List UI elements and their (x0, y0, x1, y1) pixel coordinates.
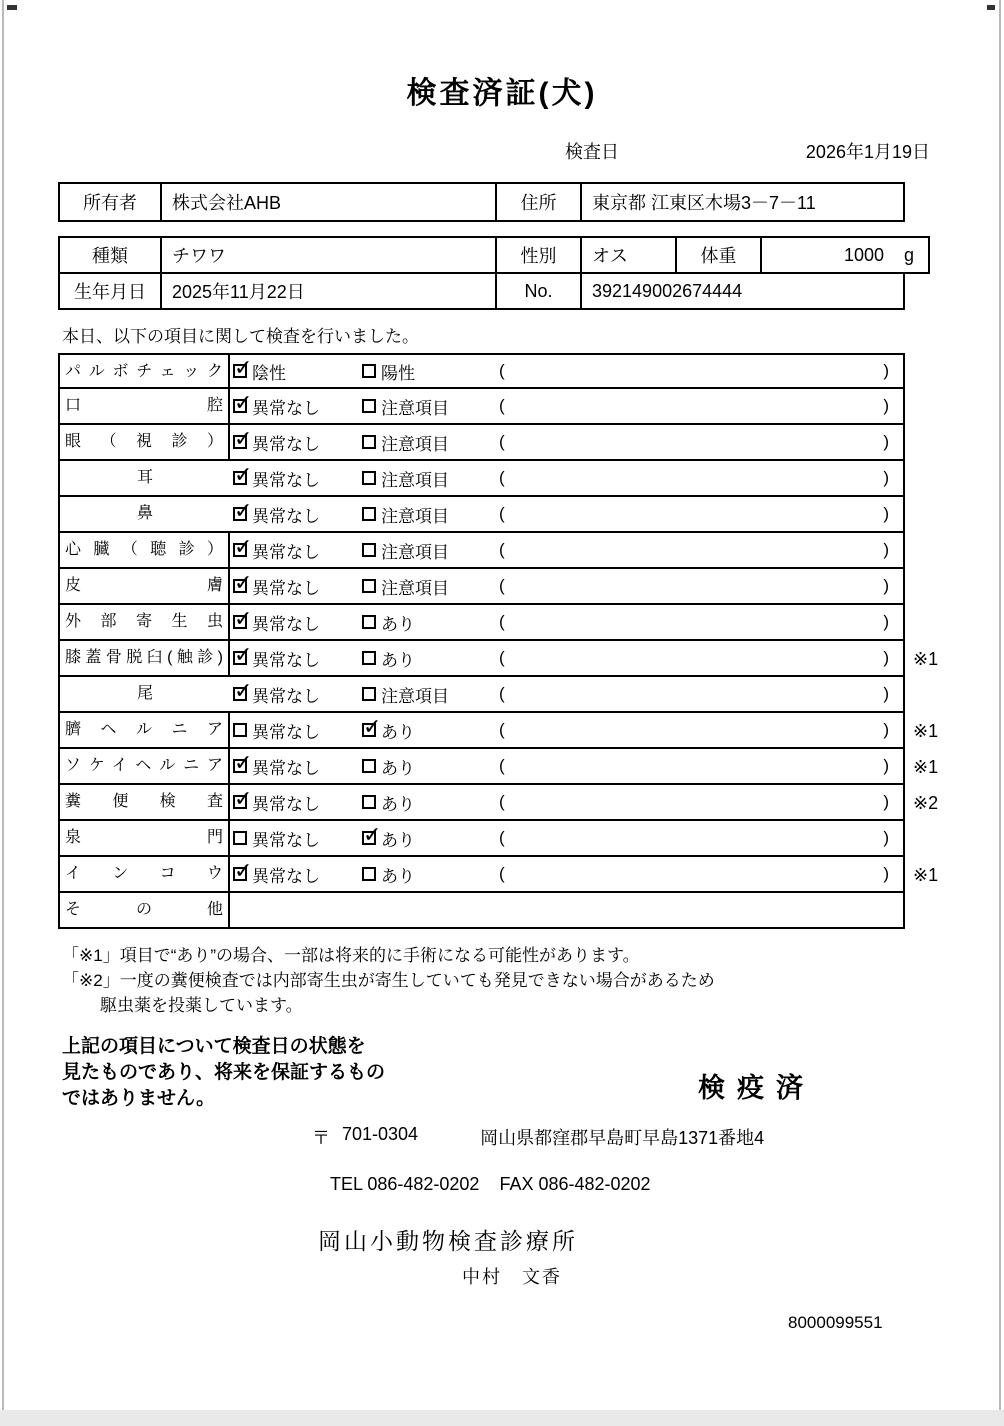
remark-paren-open: ( (499, 612, 505, 631)
owner-value: 株式会社AHB (160, 182, 495, 222)
item-note (905, 533, 965, 569)
item-label: パルボチェック (58, 353, 230, 389)
item-label: 皮膚 (58, 569, 230, 605)
option-2[interactable] (362, 466, 499, 491)
checkbox-icon[interactable] (362, 615, 376, 629)
birth-value: 2025年11月22日 (160, 272, 495, 310)
item-note (905, 389, 965, 425)
checklist-row (58, 533, 1004, 569)
option-1[interactable] (233, 538, 362, 563)
clinic-postal-line (312, 1124, 1004, 1150)
item-note: ※1 (913, 648, 939, 669)
option-2[interactable] (362, 862, 499, 887)
remark-paren-open: ( (499, 864, 505, 883)
quarantine-stamp: 検疫済 (698, 1073, 815, 1103)
disclaimer-line-1: 上記の項目について検査日の状態を (62, 1036, 366, 1057)
item-label: 臍ヘルニア (58, 713, 230, 749)
option-2-label: 陽性 (381, 363, 415, 383)
address-value: 東京都 江東区木場3－7－11 (580, 182, 905, 222)
checkbox-icon[interactable] (362, 364, 376, 378)
item-content (230, 497, 905, 533)
option-2-label: あり (381, 650, 415, 670)
scan-bottom-strip (0, 1410, 1004, 1426)
remark-paren-close: ) (883, 756, 889, 775)
remark-paren-close: ) (883, 648, 889, 667)
inspection-date-row (565, 138, 930, 164)
clinic-fax: FAX 086-482-0202 (499, 1174, 651, 1194)
option-1-label: 異常なし (252, 650, 320, 670)
checklist-row (58, 713, 1004, 749)
item-note (905, 497, 965, 533)
item-label: ソケイヘルニア (58, 749, 230, 785)
clinic-name: 岡山小動物検査診療所 (318, 1228, 578, 1254)
option-2-label: 注意項目 (381, 578, 449, 598)
checklist-row (58, 497, 1004, 533)
remark-paren-close: ) (883, 792, 889, 811)
option-2[interactable] (362, 610, 499, 635)
option-1-label: 陰性 (252, 363, 286, 383)
item-content (230, 569, 905, 605)
item-content (230, 677, 905, 713)
option-2[interactable] (362, 754, 499, 779)
checkbox-icon[interactable] (362, 795, 376, 809)
remark-paren-close: ) (883, 540, 889, 559)
remark-2-line2: 駆虫薬を投薬しています。 (100, 996, 303, 1015)
option-2-label: あり (381, 722, 415, 742)
remark-paren-open: ( (499, 468, 505, 487)
breed-label: 種類 (58, 236, 160, 274)
option-1[interactable] (233, 826, 362, 851)
checkbox-icon[interactable] (362, 759, 376, 773)
checklist-row (58, 821, 1004, 857)
disclaimer-line-2: 見たものであり、将来を保証するもの (62, 1062, 386, 1083)
item-note: ※1 (913, 756, 939, 777)
option-1-label: 異常なし (252, 434, 320, 454)
clinic-tel: TEL 086-482-0202 (330, 1174, 480, 1194)
option-1-label: 異常なし (252, 686, 320, 706)
checklist-row (58, 389, 1004, 425)
remark-paren-open: ( (499, 720, 505, 739)
item-content (230, 425, 905, 461)
postal-code: 701-0304 (342, 1124, 419, 1144)
remark-1: 「※1」項目で“あり”の場合、一部は将来的に手術になる可能性があります。 (62, 946, 640, 965)
remark-paren-close: ) (883, 720, 889, 739)
option-1[interactable] (233, 394, 362, 419)
option-1-label: 異常なし (252, 578, 320, 598)
item-note: ※2 (913, 792, 939, 813)
checkbox-icon[interactable] (233, 867, 247, 881)
item-note (905, 461, 965, 497)
remark-paren-open: ( (499, 756, 505, 775)
option-2-label: あり (381, 758, 415, 778)
item-label: 口腔 (58, 389, 230, 425)
remark-2-line1: 「※2」一度の糞便検査では内部寄生虫が寄生していても発見できない場合があるため (62, 971, 715, 990)
option-2-label: あり (381, 866, 415, 886)
item-content (230, 857, 905, 893)
address-label: 住所 (495, 182, 580, 222)
checklist-row (58, 461, 1004, 497)
remark-paren-close: ) (883, 612, 889, 631)
item-note (905, 821, 965, 857)
item-content (230, 605, 905, 641)
remark-paren-close: ) (883, 684, 889, 703)
item-content (230, 533, 905, 569)
serial-number: 8000099551 (788, 1313, 883, 1332)
option-1[interactable] (233, 610, 362, 635)
remark-paren-close: ) (883, 396, 889, 415)
item-label: 尾 (58, 677, 230, 713)
checklist-row (58, 677, 1004, 713)
item-content (230, 749, 905, 785)
option-2-label: 注意項目 (381, 542, 449, 562)
checkbox-icon[interactable] (362, 687, 376, 701)
remark-paren-close: ) (883, 576, 889, 595)
option-2-label: あり (381, 794, 415, 814)
clinic-tel-line (330, 1174, 1004, 1195)
option-1[interactable] (233, 646, 362, 671)
item-label: 糞便検査 (58, 785, 230, 821)
option-2-label: 注意項目 (381, 506, 449, 526)
option-2[interactable] (362, 718, 499, 743)
checkbox-icon[interactable] (233, 435, 247, 449)
inspection-date-label: 検査日 (565, 142, 619, 162)
item-note (905, 569, 965, 605)
remark-paren-open: ( (499, 792, 505, 811)
option-2-label: 注意項目 (381, 470, 449, 490)
checklist-table (58, 353, 1004, 929)
clinic-address: 岡山県都窪郡早島町早島1371番地4 (480, 1128, 765, 1148)
item-label: 鼻 (58, 497, 230, 533)
option-1[interactable] (233, 502, 362, 527)
item-label: 膝蓋骨脱臼(触診) (58, 641, 230, 677)
remark-paren-open: ( (499, 504, 505, 523)
remark-paren-close: ) (883, 432, 889, 451)
item-content (230, 353, 905, 389)
checkbox-icon[interactable] (362, 831, 376, 845)
inspection-date-value: 2026年1月19日 (805, 142, 930, 162)
checkbox-icon[interactable] (362, 507, 376, 521)
item-note (905, 677, 965, 713)
checkbox-icon[interactable] (362, 399, 376, 413)
checkbox-icon[interactable] (233, 543, 247, 557)
checkbox-icon[interactable] (362, 867, 376, 881)
checkbox-icon[interactable] (233, 795, 247, 809)
checklist-row (58, 569, 1004, 605)
remark-paren-open: ( (499, 396, 505, 415)
pet-info-row-1 (58, 236, 1004, 274)
remark-paren-open: ( (499, 828, 505, 847)
option-1-label: 異常なし (252, 470, 320, 490)
checkbox-icon[interactable] (233, 615, 247, 629)
option-1[interactable] (233, 682, 362, 707)
option-2[interactable] (362, 790, 499, 815)
weight-label: 体重 (675, 236, 760, 274)
item-label: 外部寄生虫 (58, 605, 230, 641)
option-2-label: あり (381, 614, 415, 634)
birth-label: 生年月日 (58, 272, 160, 310)
sex-value: オス (580, 236, 675, 274)
item-label: 心臓（聴診） (58, 533, 230, 569)
item-note (905, 605, 965, 641)
option-2[interactable] (362, 646, 499, 671)
option-2[interactable] (362, 682, 499, 707)
item-label: インコウ (58, 857, 230, 893)
checkbox-icon[interactable] (233, 831, 247, 845)
remark-paren-close: ) (883, 828, 889, 847)
checkbox-icon[interactable] (233, 471, 247, 485)
option-2[interactable] (362, 538, 499, 563)
option-1-label: 異常なし (252, 758, 320, 778)
item-note (905, 893, 965, 929)
remark-paren-open: ( (499, 576, 505, 595)
weight-value-cell (760, 236, 930, 274)
checkbox-icon[interactable] (233, 579, 247, 593)
remark-paren-close: ) (883, 468, 889, 487)
item-content (230, 461, 905, 497)
item-note: ※1 (913, 720, 939, 741)
checklist-row (58, 425, 1004, 461)
option-1-label: 異常なし (252, 614, 320, 634)
checklist-row (58, 353, 1004, 389)
option-1-label: 異常なし (252, 398, 320, 418)
option-2[interactable] (362, 826, 499, 851)
owner-label: 所有者 (58, 182, 160, 222)
item-note (905, 425, 965, 461)
remark-paren-close: ) (883, 864, 889, 883)
item-content (230, 713, 905, 749)
item-content (230, 389, 905, 425)
option-1[interactable] (233, 790, 362, 815)
bottom-section (0, 1034, 1004, 1333)
item-content (230, 785, 905, 821)
intro-text: 本日、以下の項目に関して検査を行いました。 (62, 327, 419, 346)
item-content (230, 821, 905, 857)
option-1[interactable] (233, 359, 362, 384)
item-label: 眼（視診） (58, 425, 230, 461)
checkbox-icon[interactable] (233, 507, 247, 521)
remark-paren-open: ( (499, 432, 505, 451)
checklist-row (58, 749, 1004, 785)
postal-mark: 〒 (312, 1128, 330, 1148)
option-1-label: 異常なし (252, 866, 320, 886)
option-1-label: 異常なし (252, 542, 320, 562)
option-1-label: 異常なし (252, 794, 320, 814)
page-title: 検査済証(犬) (406, 77, 598, 110)
no-label: No. (495, 272, 580, 310)
disclaimer-line-3: ではありません。 (62, 1088, 216, 1109)
option-1[interactable] (233, 718, 362, 743)
checkbox-icon[interactable] (362, 579, 376, 593)
option-1-label: 異常なし (252, 830, 320, 850)
checkbox-icon[interactable] (233, 687, 247, 701)
checkbox-icon[interactable] (233, 364, 247, 378)
option-1[interactable] (233, 754, 362, 779)
remark-paren-open: ( (499, 684, 505, 703)
veterinarian-name: 中村 文香 (462, 1267, 562, 1287)
checkbox-icon[interactable] (233, 651, 247, 665)
item-label: 耳 (58, 461, 230, 497)
item-label: 泉門 (58, 821, 230, 857)
checkbox-icon[interactable] (362, 435, 376, 449)
sex-label: 性別 (495, 236, 580, 274)
remark-paren-open: ( (499, 648, 505, 667)
weight-value: 1000 (843, 244, 884, 265)
remark-paren-close: ) (883, 504, 889, 523)
option-2[interactable] (362, 394, 499, 419)
checkbox-icon[interactable] (362, 471, 376, 485)
item-content (230, 893, 905, 929)
option-1[interactable] (233, 862, 362, 887)
option-1[interactable] (233, 430, 362, 455)
checklist-row (58, 893, 1004, 929)
checklist-row (58, 785, 1004, 821)
checkbox-icon[interactable] (233, 399, 247, 413)
item-content (230, 641, 905, 677)
disclaimer-text (62, 1034, 462, 1112)
option-1-label: 異常なし (252, 722, 320, 742)
weight-unit: g (903, 244, 914, 265)
option-1[interactable] (233, 466, 362, 491)
option-2[interactable] (362, 574, 499, 599)
item-note (905, 353, 965, 389)
checkbox-icon[interactable] (233, 759, 247, 773)
checklist-row (58, 857, 1004, 893)
item-note: ※1 (913, 864, 939, 885)
pet-info-row-2 (58, 272, 1004, 310)
checklist-row (58, 605, 1004, 641)
option-2[interactable] (362, 502, 499, 527)
option-1[interactable] (233, 574, 362, 599)
option-2[interactable] (362, 359, 499, 384)
checklist-row (58, 641, 1004, 677)
checkbox-icon[interactable] (233, 723, 247, 737)
remark-paren-open: ( (499, 361, 505, 380)
option-2-label: 注意項目 (381, 434, 449, 454)
option-2-label: あり (381, 830, 415, 850)
scan-mark-top-left (7, 5, 17, 10)
checkbox-icon[interactable] (362, 651, 376, 665)
option-1-label: 異常なし (252, 506, 320, 526)
scan-mark-top-right (987, 5, 995, 10)
option-2-label: 注意項目 (381, 398, 449, 418)
remarks-block (62, 943, 1004, 1018)
no-value: 392149002674444 (580, 272, 905, 310)
checkbox-icon[interactable] (362, 543, 376, 557)
remark-paren-close: ) (883, 361, 889, 380)
item-label: その他 (58, 893, 230, 929)
remark-paren-open: ( (499, 540, 505, 559)
checkbox-icon[interactable] (362, 723, 376, 737)
option-2-label: 注意項目 (381, 686, 449, 706)
owner-table (58, 182, 1004, 222)
option-2[interactable] (362, 430, 499, 455)
breed-value: チワワ (160, 236, 495, 274)
